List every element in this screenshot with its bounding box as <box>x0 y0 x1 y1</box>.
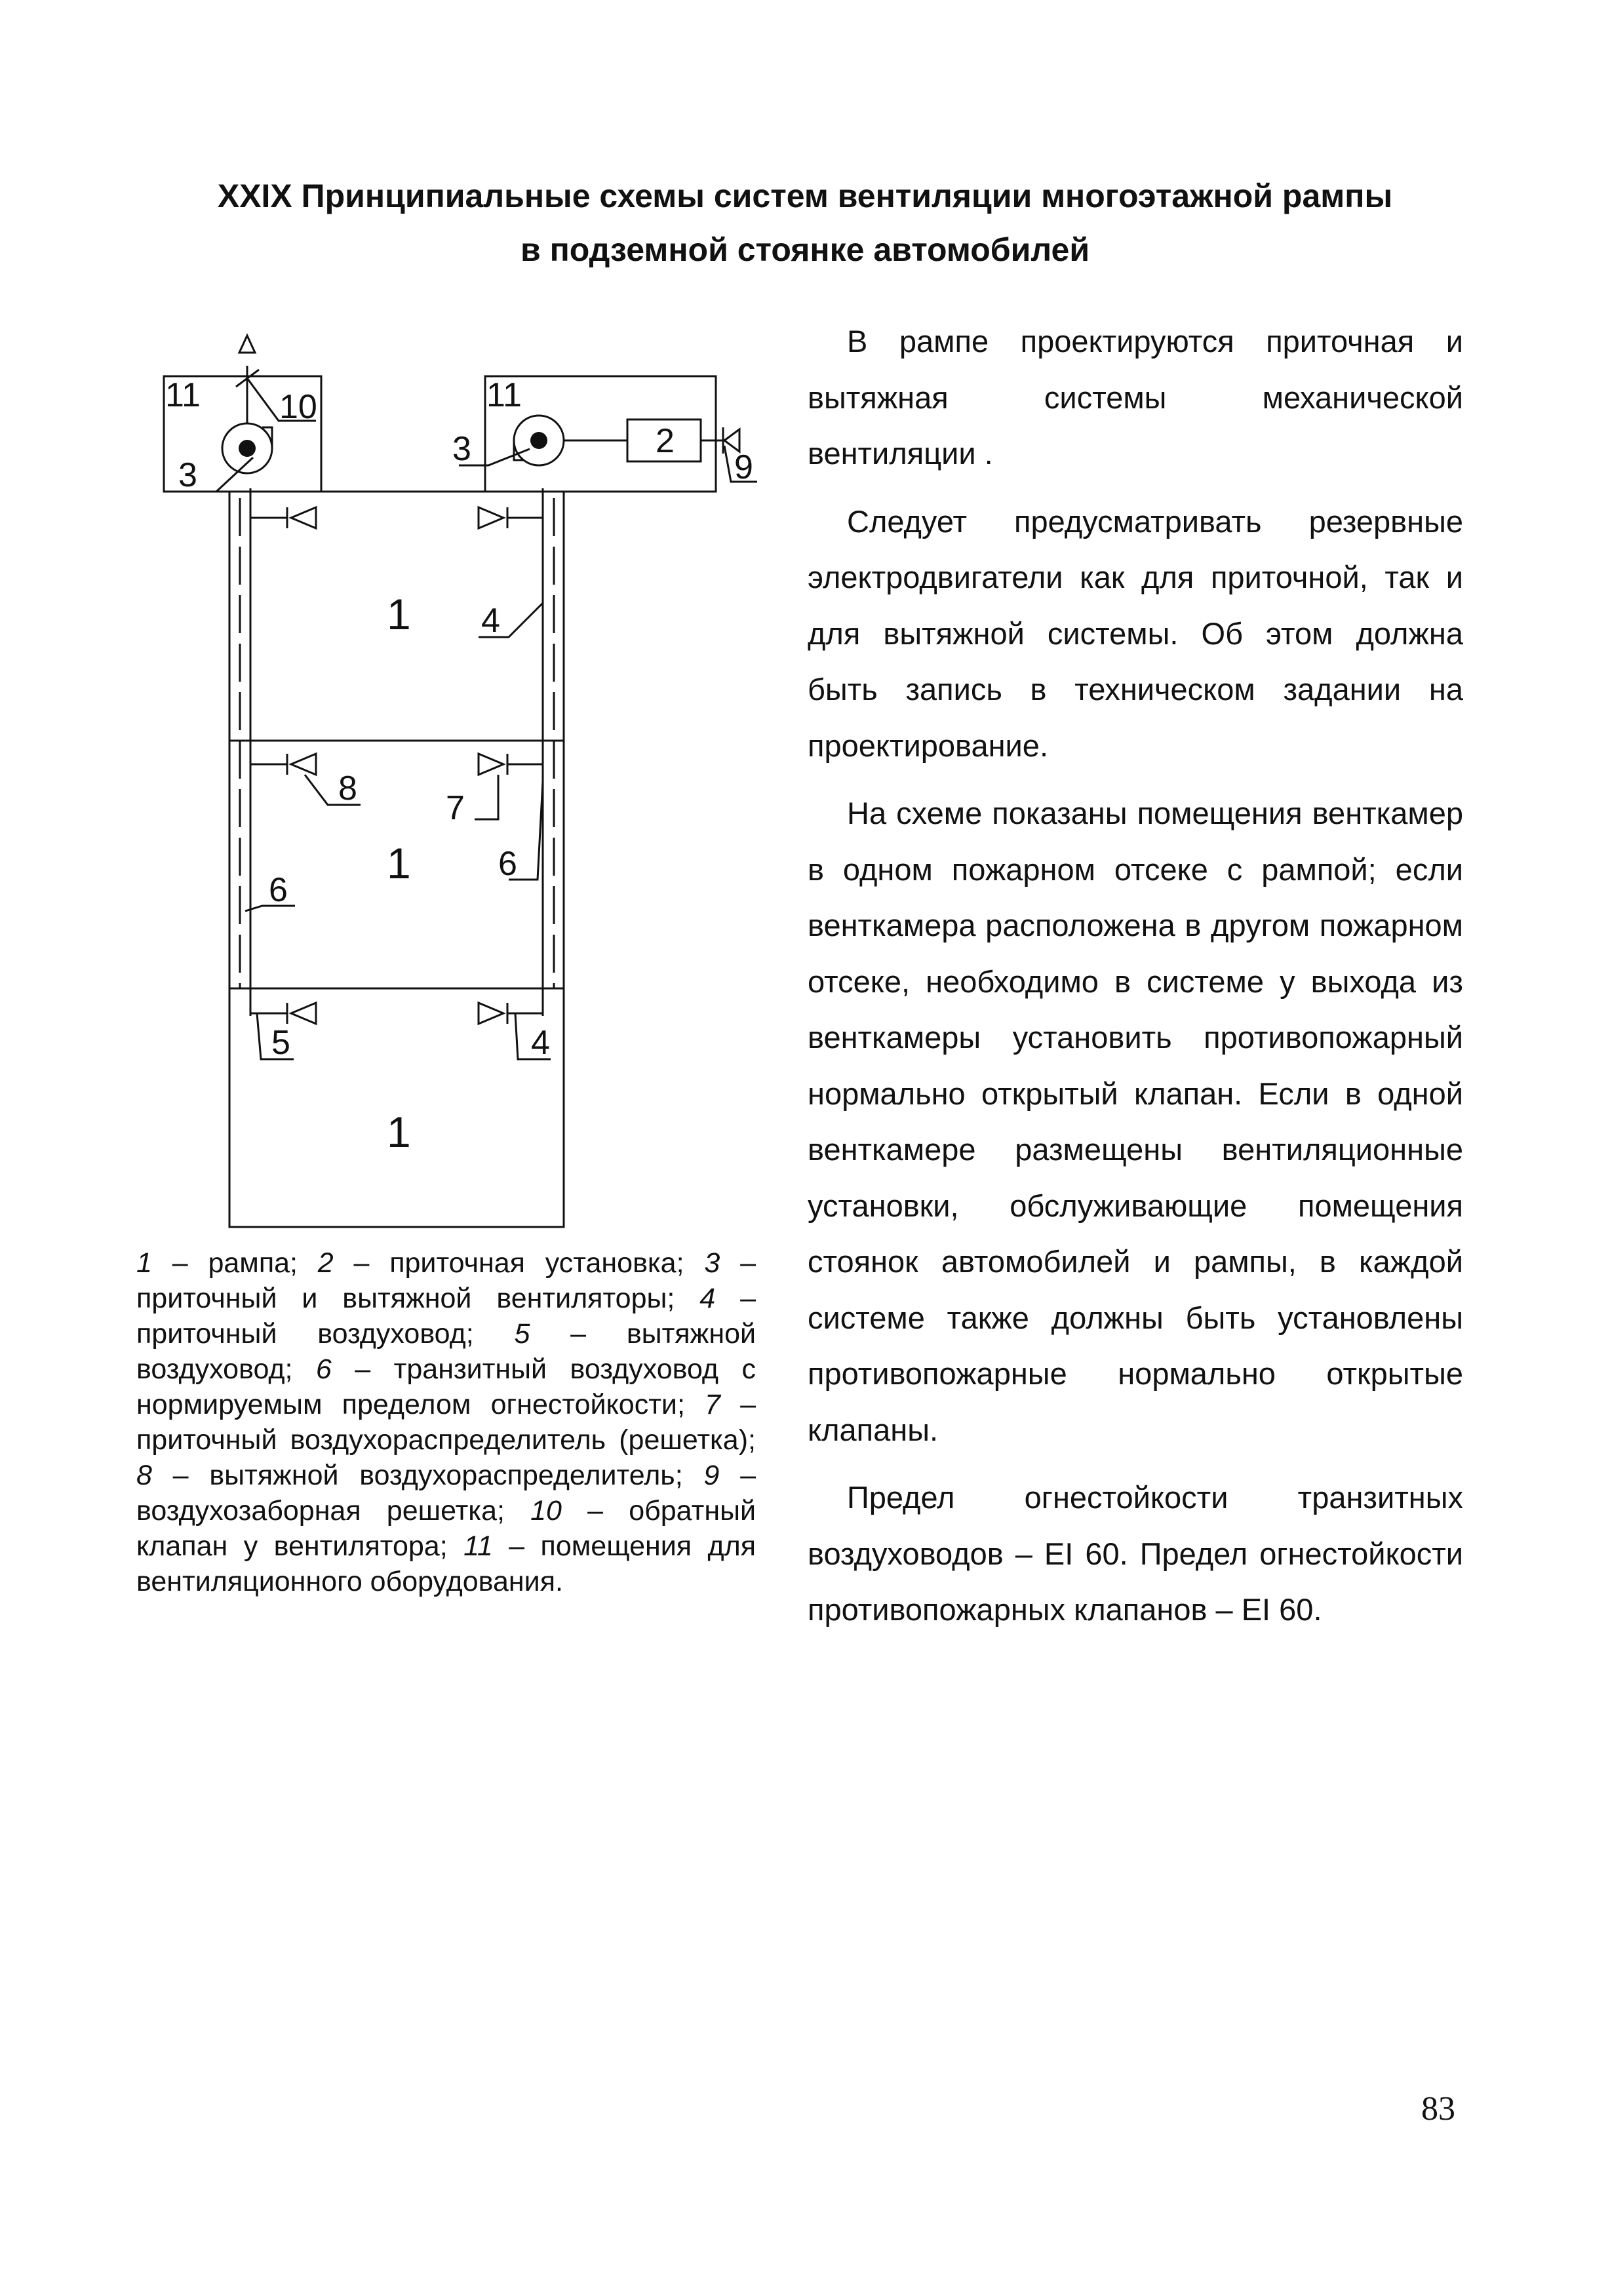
exhaust-fan-hub <box>239 440 256 457</box>
scheme-svg <box>131 315 787 1252</box>
label-11-right: 11 <box>486 376 522 414</box>
body-paragraph-3: На схеме показаны помещения венткамер в одном пожарном отсеке с рампой; если венткамера расположена в другом пожарном отсеке, необходимо в системе у выхода из венткамеры установить противопожарный нормально открытый клапан. Если в одной венткамере размещены вентиляционные установки, обслуживающие помещения стоянок автомобилей и рампы, в каждой системе также должны быть установлены противопожарные нормально открытые клапаны. <box>808 796 1463 1447</box>
label-4-bottom: 4 <box>531 1024 550 1062</box>
label-1-mid: 1 <box>387 839 411 887</box>
exhaust-grille-floor3-icon <box>291 1003 316 1024</box>
page-number: 83 <box>1421 2090 1455 2128</box>
label-7: 7 <box>446 789 465 827</box>
page-title-line-1: XXIX Принципиальные схемы систем вентиляции многоэтажной рампы <box>217 178 1393 214</box>
ventilation-scheme-diagram <box>131 315 787 1252</box>
exhaust-grille-floor1-icon <box>291 507 316 528</box>
label-1-bottom: 1 <box>387 1108 411 1156</box>
label-4-top: 4 <box>481 602 500 640</box>
page-title-line-2: в подземной стоянке автомобилей <box>520 231 1090 268</box>
label-3-right: 3 <box>452 430 471 468</box>
body-paragraph-2: Следует предусматривать резервные электродвигатели как для приточной, так и для вытяжной системы. Об этом должна быть запись в техническом задании на проектирование. <box>808 503 1463 763</box>
body-paragraph-4: Предел огнестойкости транзитных воздуховодов – EI 60. Предел огнестойкости противопожарных клапанов – EI 60. <box>808 1480 1463 1627</box>
supply-grille-floor2-icon <box>479 754 503 775</box>
exhaust-grille-floor2-icon <box>291 754 316 775</box>
exhaust-outlet-arrow-icon <box>239 336 255 353</box>
page-title <box>0 169 1610 277</box>
supply-grille-floor1-icon <box>479 507 503 528</box>
supply-fan-hub <box>530 432 547 449</box>
label-9: 9 <box>734 448 753 486</box>
label-6-left: 6 <box>269 871 288 909</box>
label-8: 8 <box>338 769 357 807</box>
figure-caption: 1 – рампа; 2 – приточная установка; 3 – приточный и вытяжной вентиляторы; 4 – приточный воздуховод; 5 – вытяжной воздуховод; 6 – транзитный воздуховод с нормируемым пределом огнестойкости; 7 – приточный воздухораспределитель (решетка); 8 – вытяжной воздухораспределитель; 9 – воздухозаборная решетка; 10 – обратный клапан у вентилятора; 11 – помещения для вентиляционного оборудования. <box>136 1247 756 1597</box>
body-text <box>808 313 1463 1650</box>
label-5: 5 <box>271 1024 290 1062</box>
label-2: 2 <box>656 422 675 460</box>
body-paragraph-1: В рампе проектируются приточная и вытяжная системы механической вентиляции . <box>808 324 1463 471</box>
supply-grille-floor3-icon <box>479 1003 503 1024</box>
label-10: 10 <box>279 388 317 426</box>
label-11-left: 11 <box>165 376 201 414</box>
label-3-left: 3 <box>178 456 197 494</box>
label-1-top: 1 <box>387 590 411 638</box>
label-6-right: 6 <box>498 845 517 883</box>
